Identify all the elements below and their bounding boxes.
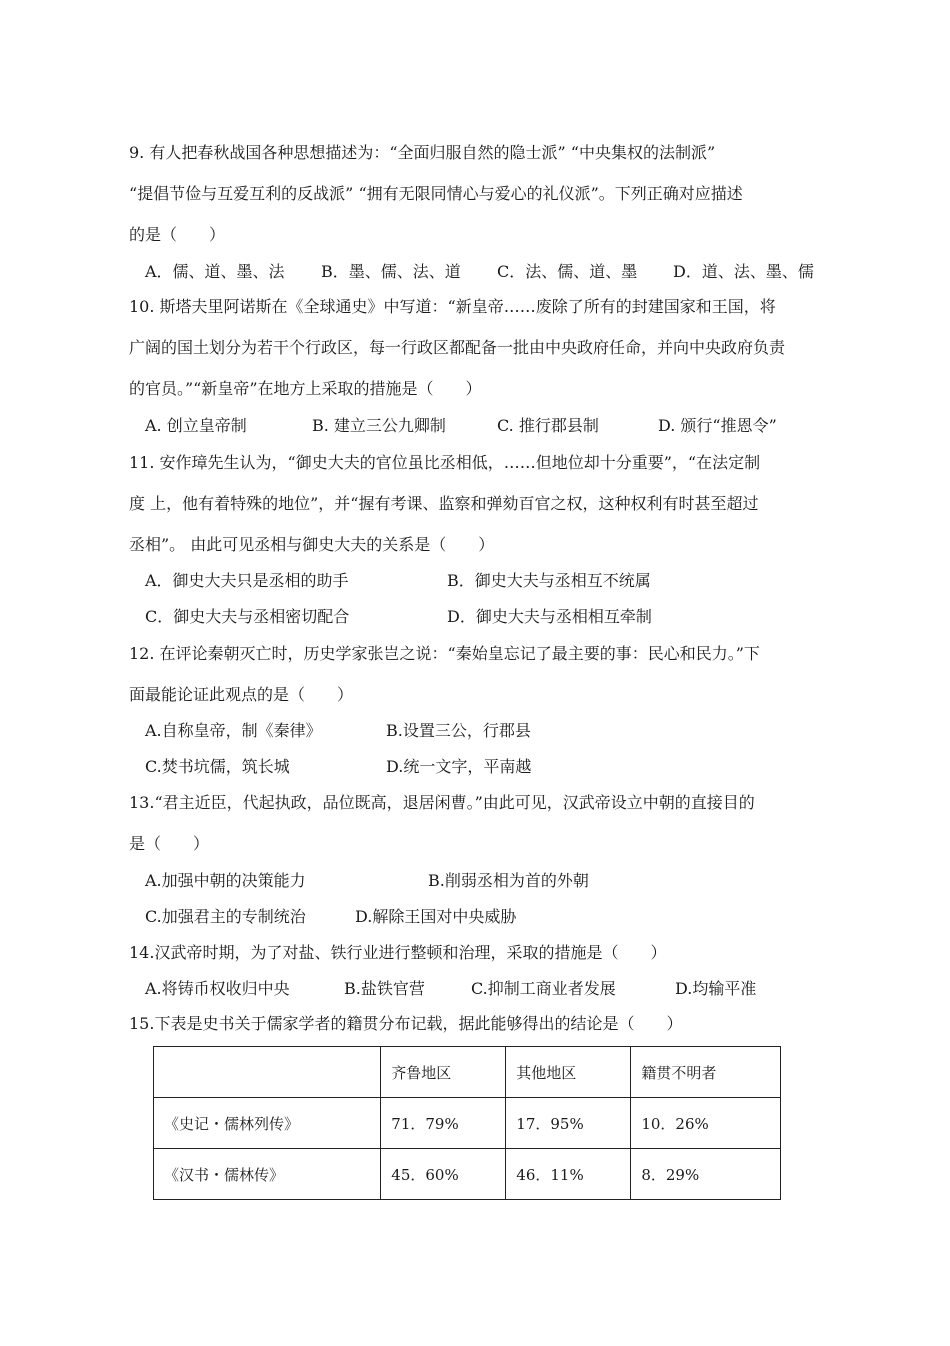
q10-option-b: B. 建立三公九卿制 xyxy=(312,416,446,435)
table-row xyxy=(154,1149,781,1200)
q14-option-d: D.均输平准 xyxy=(675,979,757,998)
table-row xyxy=(154,1098,781,1149)
q10-option-c: C. 推行郡县制 xyxy=(497,416,599,435)
q12-line-1: 12. 在评论秦朝灭亡时，历史学家张岂之说：“秦始皇忘记了最主要的事：民心和民力。”下 xyxy=(129,644,760,663)
q14-option-c: C.抑制工商业者发展 xyxy=(471,979,616,998)
q14-option-b: B.盐铁官营 xyxy=(344,979,425,998)
q11-line-3: 丞相”。 由此可见丞相与御史大夫的关系是（ ） xyxy=(129,535,495,554)
q12-option-d: D.统一文字，平南越 xyxy=(386,757,532,776)
table-cell: 《汉书・儒林传》 xyxy=(154,1149,381,1200)
table-cell: 《史记・儒林列传》 xyxy=(154,1098,381,1149)
q13-option-a: A.加强中朝的决策能力 xyxy=(145,871,306,890)
table-header-cell: 齐鲁地区 xyxy=(381,1047,506,1098)
q13-option-d: D.解除王国对中央威胁 xyxy=(355,907,517,926)
q13-option-b: B.削弱丞相为首的外朝 xyxy=(428,871,589,890)
q9-line-3: 的是（ ） xyxy=(129,225,226,244)
table-cell: 17．95% xyxy=(506,1098,631,1149)
table-header-cell: 其他地区 xyxy=(506,1047,631,1098)
q14-option-a: A.将铸币权收归中央 xyxy=(145,979,290,998)
table-header-cell xyxy=(154,1047,381,1098)
q9-line-1: 9. 有人把春秋战国各种思想描述为：“全面归服自然的隐士派” “中央集权的法制派” xyxy=(129,143,716,162)
q10-option-d: D. 颁行“推恩令” xyxy=(658,416,777,435)
q9-option-c: C．法、儒、道、墨 xyxy=(497,262,638,281)
ru-scholar-origin-table xyxy=(153,1046,781,1200)
q15-line-1: 15.下表是史书关于儒家学者的籍贯分布记载，据此能够得出的结论是（ ） xyxy=(129,1014,683,1033)
q12-option-a: A.自称皇帝，制《秦律》 xyxy=(145,721,322,740)
table-header-cell: 籍贯不明者 xyxy=(631,1047,781,1098)
q11-option-c: C．御史大夫与丞相密切配合 xyxy=(145,607,350,626)
q10-line-1: 10. 斯塔夫里阿诺斯在《全球通史》中写道：“新皇帝……废除了所有的封建国家和王国，将 xyxy=(129,297,776,316)
q11-option-d: D．御史大夫与丞相相互牵制 xyxy=(447,607,652,626)
q13-option-c: C.加强君主的专制统治 xyxy=(145,907,306,926)
q13-line-2: 是（ ） xyxy=(129,834,210,853)
q12-line-2: 面最能论证此观点的是（ ） xyxy=(129,685,354,704)
q9-line-2: “提倡节俭与互爱互利的反战派” “拥有无限同情心与爱心的礼仪派”。下列正确对应描述 xyxy=(129,184,743,203)
q12-option-c: C.焚书坑儒，筑长城 xyxy=(145,757,290,776)
q11-option-a: A．御史大夫只是丞相的助手 xyxy=(145,571,349,590)
table-cell: 8．29% xyxy=(631,1149,781,1200)
q10-line-3: 的官员。”“新皇帝”在地方上采取的措施是（ ） xyxy=(129,379,482,398)
q11-line-2: 度 上，他有着特殊的地位”，并“握有考课、监察和弹劾百官之权，这种权利有时甚至超过 xyxy=(129,494,759,513)
q10-option-a: A. 创立皇帝制 xyxy=(145,416,247,435)
q10-line-2: 广阔的国土划分为若干个行政区，每一行政区都配备一批由中央政府任命，并向中央政府负责 xyxy=(129,338,786,357)
table-cell: 71．79% xyxy=(381,1098,506,1149)
q9-option-a: A．儒、道、墨、法 xyxy=(145,262,285,281)
q14-line-1: 14.汉武帝时期，为了对盐、铁行业进行整顿和治理，采取的措施是（ ） xyxy=(129,943,667,962)
table-cell: 10．26% xyxy=(631,1098,781,1149)
table-cell: 46．11% xyxy=(506,1149,631,1200)
table-cell: 45．60% xyxy=(381,1149,506,1200)
q11-line-1: 11. 安作璋先生认为，“御史大夫的官位虽比丞相低，……但地位却十分重要”，“在法定制 xyxy=(129,453,761,472)
q12-option-b: B.设置三公，行郡县 xyxy=(386,721,531,740)
q9-option-d: D．道、法、墨、儒 xyxy=(673,262,814,281)
table-header-row xyxy=(154,1047,781,1098)
q13-line-1: 13.“君主近臣，代起执政，品位既高，退居闲曹。”由此可见，汉武帝设立中朝的直接目的 xyxy=(129,793,755,812)
q11-option-b: B．御史大夫与丞相互不统属 xyxy=(447,571,651,590)
q9-option-b: B．墨、儒、法、道 xyxy=(321,262,461,281)
